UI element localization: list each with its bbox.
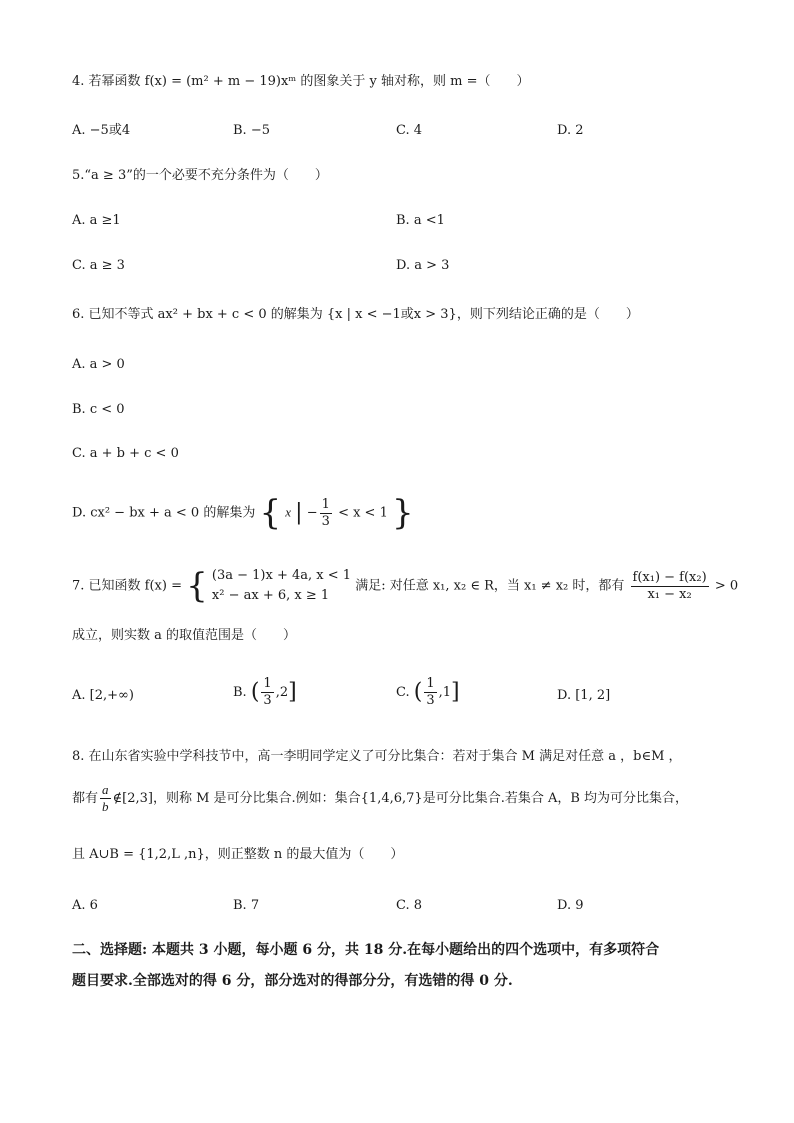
q5-option-c: C. a ≥ 3 bbox=[72, 258, 125, 273]
right-brace: } bbox=[392, 493, 414, 533]
q7-option-b-label: B. bbox=[233, 685, 247, 700]
q7-middle: 满足: 对任意 x₁, x₂ ∈ R，当 x₁ ≠ x₂ 时，都有 bbox=[355, 578, 625, 594]
q7-prefix: 7. 已知函数 f(x) = bbox=[72, 578, 182, 594]
q7-option-b bbox=[233, 676, 297, 709]
q5-option-d: D. a > 3 bbox=[396, 258, 450, 273]
q8-option-d: D. 9 bbox=[557, 898, 584, 913]
q7-stem bbox=[72, 566, 738, 606]
q6-option-d bbox=[72, 493, 414, 533]
q8-fraction bbox=[100, 782, 111, 815]
q6-option-d-neg: − bbox=[306, 505, 318, 521]
frac-denominator: 3 bbox=[426, 693, 435, 708]
q7-stem-2: 成立，则实数 a 的取值范围是（ ） bbox=[72, 628, 297, 643]
q7-option-c-fraction bbox=[424, 676, 436, 709]
q4-stem: 4. 若幂函数 f(x) = (m² + m − 19)xᵐ 的图象关于 y 轴对称，则 m =（ ） bbox=[72, 74, 530, 89]
left-paren: ( bbox=[413, 679, 423, 705]
q6-stem: 6. 已知不等式 ax² + bx + c < 0 的解集为 {x | x < −1或x > 3}，则下列结论正确的是（ ） bbox=[72, 307, 639, 322]
frac-denominator: x₁ − x₂ bbox=[647, 586, 692, 602]
frac-numerator: a bbox=[102, 782, 109, 797]
frac-denominator: 3 bbox=[321, 513, 330, 529]
q7-case-2: x² − ax + 6, x ≥ 1 bbox=[211, 588, 330, 603]
frac-denominator: b bbox=[102, 799, 109, 814]
q7-fraction bbox=[631, 570, 709, 603]
q4-option-d: D. 2 bbox=[557, 123, 584, 138]
q7-option-c bbox=[396, 676, 460, 709]
q7-option-d: D. [1, 2] bbox=[557, 688, 611, 703]
q6-option-d-prefix: D. cx² − bx + a < 0 的解集为 bbox=[72, 505, 256, 521]
q5-stem: 5.“a ≥ 3”的一个必要不充分条件为（ ） bbox=[72, 168, 328, 183]
q5-option-a: A. a ≥1 bbox=[72, 213, 121, 228]
q8-option-a: A. 6 bbox=[72, 898, 98, 913]
q6-option-d-set-var: x bbox=[285, 504, 292, 520]
frac-denominator: 3 bbox=[263, 693, 272, 708]
q6-option-a: A. a > 0 bbox=[72, 357, 125, 372]
left-paren: ( bbox=[250, 679, 260, 705]
frac-numerator: 1 bbox=[321, 496, 330, 512]
q6-option-b: B. c < 0 bbox=[72, 402, 125, 417]
q4-option-a: A. −5或4 bbox=[72, 123, 131, 138]
q6-option-d-set-right: < x < 1 bbox=[338, 505, 388, 521]
q8-line-2-prefix: 都有 bbox=[72, 791, 99, 806]
section-2-heading-line-1: 二、选择题: 本题共 3 小题，每小题 6 分，共 18 分.在每小题给出的四个选项中，有多项符合 bbox=[72, 942, 660, 958]
q8-line-2-rest: ∉[2,3]，则称 M 是可分比集合.例如：集合{1,4,6,7}是可分比集合.若集合 A，B 均为可分比集合， bbox=[112, 791, 689, 806]
q7-suffix: > 0 bbox=[714, 578, 739, 594]
q4-option-b: B. −5 bbox=[233, 123, 270, 138]
q8-line-3: 且 A∪B = {1,2,L ,n}，则正整数 n 的最大值为（ ） bbox=[72, 847, 404, 862]
q8-line-1: 8. 在山东省实验中学科技节中，高一李明同学定义了可分比集合：若对于集合 M 满足对任意 a ，b∈M ， bbox=[72, 749, 682, 764]
q8-option-b: B. 7 bbox=[233, 898, 260, 913]
q7-option-b-fraction bbox=[261, 676, 273, 709]
q8-line-2 bbox=[72, 782, 688, 815]
frac-numerator: 1 bbox=[426, 676, 435, 691]
cases-brace: { bbox=[186, 566, 208, 606]
q7-case-1: (3a − 1)x + 4a, x < 1 bbox=[211, 568, 352, 583]
q8-option-c: C. 8 bbox=[396, 898, 423, 913]
q7-option-c-label: C. bbox=[396, 685, 410, 700]
q7-option-a: A. [2,+∞) bbox=[72, 688, 134, 703]
q4-option-c: C. 4 bbox=[396, 123, 423, 138]
left-brace: { bbox=[259, 493, 282, 533]
q7-cases bbox=[212, 566, 351, 606]
frac-numerator: f(x₁) − f(x₂) bbox=[632, 569, 707, 585]
right-bracket: ] bbox=[451, 679, 460, 705]
right-bracket: ] bbox=[288, 679, 297, 705]
q7-option-b-tail: ,2 bbox=[275, 685, 289, 700]
q7-option-c-tail: ,1 bbox=[438, 685, 452, 700]
q6-option-d-fraction bbox=[320, 497, 332, 530]
q5-option-b: B. a <1 bbox=[396, 213, 445, 228]
set-divider: | bbox=[295, 500, 303, 525]
section-2-heading-line-2: 题目要求.全部选对的得 6 分，部分选对的得部分分，有选错的得 0 分. bbox=[72, 973, 513, 989]
frac-numerator: 1 bbox=[263, 676, 272, 691]
q6-option-c: C. a + b + c < 0 bbox=[72, 446, 179, 461]
